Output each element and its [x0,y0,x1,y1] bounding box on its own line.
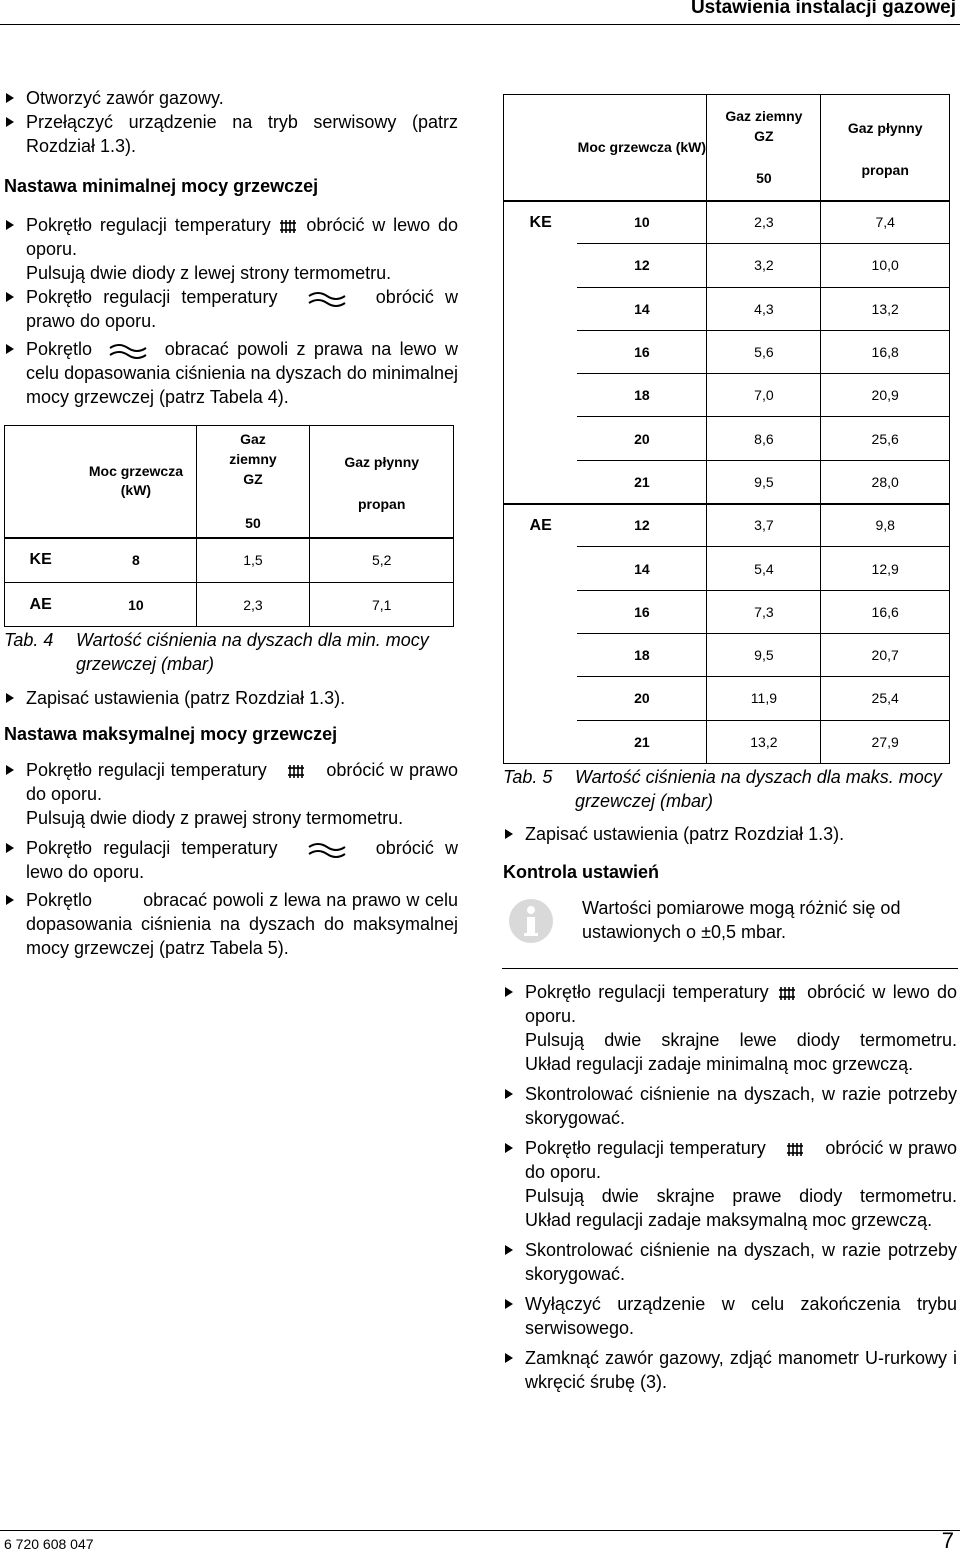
table-5-cell-moc: 12 [577,504,707,547]
table-5 [503,94,950,764]
table-5-cell-gz: 11,9 [707,677,821,720]
table-5-cell-lpg: 16,8 [821,330,950,373]
table-5-cell-gz: 7,0 [707,374,821,417]
bullet-arrow-icon [6,93,14,103]
table-5-cell-moc: 12 [577,244,707,287]
step-max-3: Pokrętlo obracać powoli z lewa na prawo w celu dopasowania ciśnienia na dyszach do maksymalnej mocy grzewczej (patrz Tabela 5). [4,888,458,960]
table-5-cell-moc: 20 [577,677,707,720]
tap-water-icon [307,288,347,308]
table-5-row-ke [504,201,950,244]
check-step-3: Pokrętło regulacji temperatury obrócić w prawo do oporu. [503,1136,957,1184]
table-5-cell-gz: 3,7 [707,504,821,547]
table-5-cell-moc: 18 [577,633,707,676]
radiator-icon [778,983,798,1003]
heading-max-power: Nastawa maksymalnej mocy grzewczej [4,724,338,744]
bullet-arrow-icon [6,220,14,230]
table-5-caption: Tab. 5 Wartość ciśnienia na dyszach dla maks. mocy grzewczej (mbar) [503,767,942,811]
table-5-cell-gz: 2,3 [707,201,821,244]
bullet-arrow-icon [6,693,14,703]
table-5-row-ae [504,633,950,676]
table-5-body [504,201,950,764]
check-step-3-note-b: Układ regulacji zadaje maksymalną moc grzewczą. [525,1210,933,1230]
radiator-icon [786,1139,806,1159]
step-save-max: Zapisać ustawienia (patrz Rozdział 1.3). [503,822,957,846]
table-5-cell-lpg: 25,4 [821,677,950,720]
table-5-cell-gz: 9,5 [707,633,821,676]
table-5-header-lpg: Gaz płynny propan [821,95,950,201]
table-5-cell-lpg: 25,6 [821,417,950,460]
radiator-icon [287,761,307,781]
table-5-type-ae [504,590,578,633]
check-step-4: Skontrolować ciśnienie na dyszach, w razie potrzeby skorygować. [503,1238,957,1286]
table-5-type-ke [504,417,578,460]
table-5-cell-lpg: 7,4 [821,201,950,244]
table-5-row-ae [504,504,950,547]
page-header-title: Ustawienia instalacji gazowej [690,0,956,18]
step-max-1-note: Pulsują dwie diody z prawej strony termometru. [26,808,404,828]
table-5-cell-lpg: 13,2 [821,287,950,330]
check-step-5: Wyłączyć urządzenie w celu zakończenia trybu serwisowego. [503,1292,957,1340]
check-step-6: Zamknąć zawór gazowy, zdjąć manometr U-rurkowy i wkręcić śrubę (3). [503,1346,957,1394]
table-5-cell-moc: 16 [577,330,707,373]
table-4-cell-moc: 8 [76,538,196,583]
step-min-1: Pokrętło regulacji temperatury obrócić w lewo do oporu. [4,213,458,261]
table-4-row-ae [5,583,454,627]
table-4-type-ke: KE [5,538,77,583]
table-5-row-ae [504,590,950,633]
bullet-arrow-icon [6,895,14,905]
bullet-arrow-icon [6,344,14,354]
step-save-min: Zapisać ustawienia (patrz Rozdział 1.3). [4,686,458,710]
table-4-cell-gz: 1,5 [196,538,310,583]
table-5-cell-lpg: 9,8 [821,504,950,547]
bullet-arrow-icon [6,843,14,853]
step-service-mode: Przełączyć urządzenie na tryb serwisowy (patrz Rozdział 1.3). [4,110,458,158]
table-5-cell-lpg: 27,9 [821,720,950,763]
table-5-cell-lpg: 10,0 [821,244,950,287]
header-rule [0,24,960,25]
heading-check-settings: Kontrola ustawień [503,862,660,882]
table-5-row-ke [504,417,950,460]
table-4-caption: Tab. 4 Wartość ciśnienia na dyszach dla min. mocy grzewczej (mbar) [4,630,429,674]
table-4-cell-moc: 10 [76,583,196,627]
heading-min-power: Nastawa minimalnej mocy grzewczej [4,176,319,196]
footer-rule [0,1530,960,1531]
info-icon [508,898,554,944]
table-5-cell-gz: 3,2 [707,244,821,287]
table-5-type-ke [504,374,578,417]
bullet-arrow-icon [505,1143,513,1153]
table-5-row-ke [504,244,950,287]
bullet-arrow-icon [505,1089,513,1099]
radiator-icon [279,216,299,236]
table-4 [4,425,454,627]
table-5-row-ae [504,720,950,763]
right-column [503,822,957,884]
table-5-cell-lpg: 20,7 [821,633,950,676]
table-5-type-ke [504,244,578,287]
table-5-row-ke [504,287,950,330]
table-5-cell-moc: 21 [577,460,707,503]
table-5-row-ke [504,460,950,503]
check-step-3-note-a: Pulsują dwie skrajne prawe diody termometru. [525,1186,957,1206]
table-5-cell-moc: 21 [577,720,707,763]
info-text: Wartości pomiarowe mogą różnić się od ustawionych o ±0,5 mbar. [582,898,901,942]
left-column-bottom [4,686,458,960]
left-column-top [4,86,458,409]
table-5-cell-gz: 5,4 [707,547,821,590]
bullet-arrow-icon [505,1245,513,1255]
table-4-header-row [5,426,454,538]
table-5-type-ae [504,677,578,720]
table-5-row-ae [504,547,950,590]
table-5-cell-moc: 14 [577,287,707,330]
step-min-3: Pokrętlo obracać powoli z prawa na lewo w celu dopasowania ciśnienia na dyszach do minimalnej mocy grzewczej (patrz Tabela 4). [4,337,458,409]
info-note [502,888,958,969]
step-min-1-note: Pulsują dwie diody z lewej strony termometru. [26,263,392,283]
table-5-type-ae: AE [504,504,578,547]
table-5-cell-gz: 4,3 [707,287,821,330]
footer-doc-number: 6 720 608 047 [4,1536,94,1552]
table-5-row-ae [504,677,950,720]
footer-page-number: 7 [941,1528,954,1553]
table-5-cell-moc: 18 [577,374,707,417]
bullet-arrow-icon [505,1353,513,1363]
table-5-cell-gz: 5,6 [707,330,821,373]
table-5-row-ke [504,374,950,417]
table-5-type-ke [504,460,578,503]
table-5-cell-moc: 14 [577,547,707,590]
bullet-arrow-icon [505,987,513,997]
step-max-1: Pokrętło regulacji temperatury obrócić w prawo do oporu. [4,758,458,806]
table-4-row-ke [5,538,454,583]
table-5-cell-gz: 9,5 [707,460,821,503]
bullet-arrow-icon [505,829,513,839]
right-column-checks [503,980,957,1394]
bullet-arrow-icon [6,765,14,775]
table-5-cell-lpg: 12,9 [821,547,950,590]
check-step-1-note-b: Układ regulacji zadaje minimalną moc grzewczą. [525,1054,914,1074]
table-5-type-ke [504,287,578,330]
table-5-header-gz: Gaz ziemny GZ 50 [707,95,821,201]
check-step-1: Pokrętło regulacji temperatury obrócić w lewo do oporu. [503,980,957,1028]
table-5-cell-lpg: 28,0 [821,460,950,503]
table-5-cell-lpg: 16,6 [821,590,950,633]
table-4-type-ae: AE [5,583,77,627]
table-5-cell-gz: 7,3 [707,590,821,633]
check-step-2: Skontrolować ciśnienie na dyszach, w razie potrzeby skorygować. [503,1082,957,1130]
table-4-cell-gz: 2,3 [196,583,310,627]
check-step-1-note-a: Pulsują dwie skrajne lewe diody termometru. [525,1030,957,1050]
bullet-arrow-icon [6,292,14,302]
table-5-type-ke [504,330,578,373]
table-4-header-gz: Gaz ziemny GZ 50 [196,426,310,538]
table-5-cell-moc: 16 [577,590,707,633]
step-open-gas: Otworzyć zawór gazowy. [4,86,458,110]
table-5-type-ae [504,720,578,763]
table-5-cell-gz: 13,2 [707,720,821,763]
tap-water-icon [307,839,347,859]
bullet-arrow-icon [505,1299,513,1309]
step-max-2: Pokrętło regulacji temperatury obrócić w lewo do oporu. [4,836,458,884]
table-4-cell-lpg: 7,1 [310,583,454,627]
table-5-cell-gz: 8,6 [707,417,821,460]
table-4-header-lpg: Gaz płynny propan [310,426,454,538]
table-5-cell-moc: 10 [577,201,707,244]
table-4-header-moc: Moc grzewcza (kW) [76,426,196,538]
table-5-header-moc: Moc grzewcza (kW) [577,95,707,201]
table-5-type-ae [504,547,578,590]
table-5-header-row [504,95,950,201]
table-5-cell-moc: 20 [577,417,707,460]
bullet-arrow-icon [6,117,14,127]
step-min-2: Pokrętło regulacji temperatury obrócić w prawo do oporu. [4,285,458,333]
table-5-row-ke [504,330,950,373]
table-4-cell-lpg: 5,2 [310,538,454,583]
table-5-type-ae [504,633,578,676]
table-5-type-ke: KE [504,201,578,244]
tap-water-icon [108,340,148,360]
table-5-cell-lpg: 20,9 [821,374,950,417]
